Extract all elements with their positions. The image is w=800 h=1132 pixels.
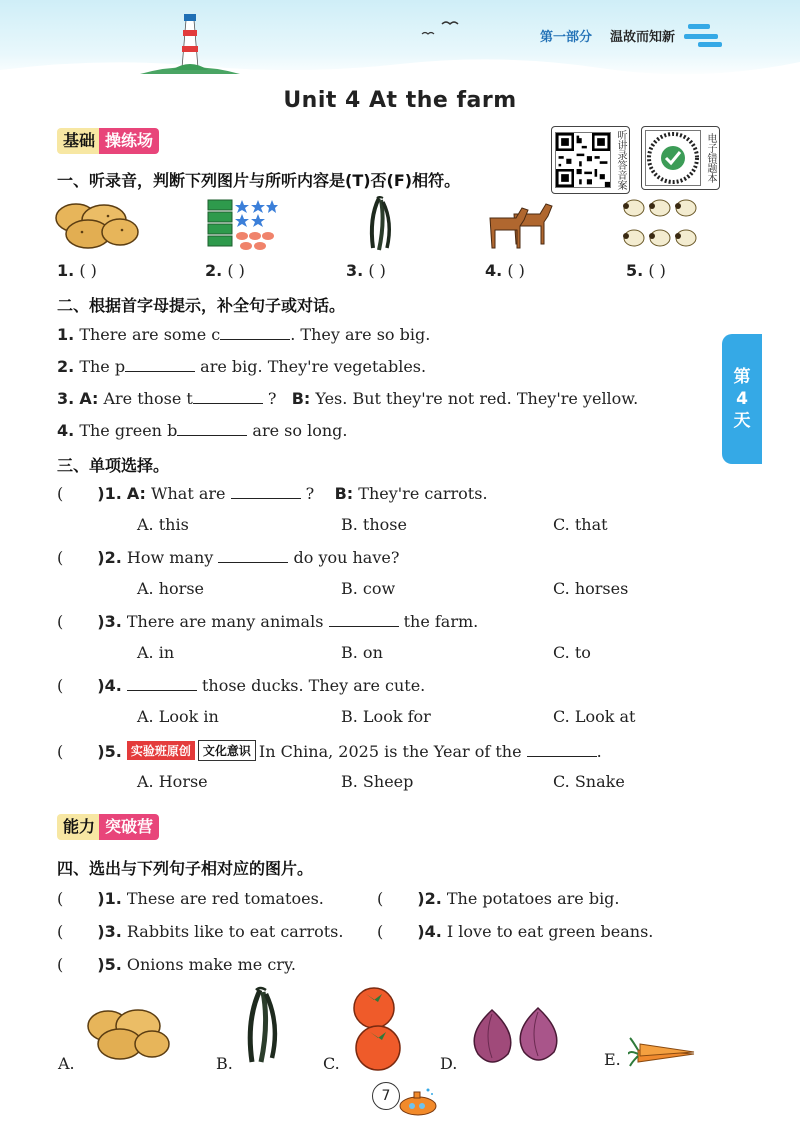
option-c[interactable]: C. horses [553,579,629,598]
part4-item-1 [57,889,324,908]
sentence-text: The potatoes are big. [446,889,620,908]
original-tag: 实验班原创 [127,741,195,760]
carrots-icon [628,1036,698,1070]
tomatoes-icon [346,984,406,1074]
sentence-text: Rabbits like to eat carrots. [126,922,344,941]
qr-code-icon [555,132,611,188]
item-number: 2. [205,261,223,280]
answer-blank[interactable] [177,435,247,436]
option-b[interactable]: B. Look for [341,707,431,726]
potatoes-icon [82,1002,172,1064]
speaker-a-label: A: [79,389,99,408]
sentence-text: are so long. [247,421,348,440]
sentence-text: I love to eat green beans. [446,922,654,941]
header-wave [0,52,800,82]
part1-item-3 [346,261,386,280]
lighthouse-icon [172,14,208,72]
answer-blank[interactable] [220,339,290,340]
part1-item-4 [485,261,525,280]
sentence-text: . [596,742,602,761]
picture-label-d: D. [440,1054,458,1073]
part1-item-5 [626,261,666,280]
item-number: 5. [626,261,644,280]
answer-blank[interactable] [527,756,597,757]
option-a[interactable]: A. horse [137,579,204,598]
option-a[interactable]: A. Look in [137,707,219,726]
item-number: )4. [417,922,442,941]
part2-item-4 [57,421,347,440]
unit-title: Unit 4 At the farm [283,88,517,113]
part2-item-3 [57,389,638,408]
qr-code-listening[interactable] [551,126,630,194]
item-number: )2. [97,548,122,567]
item-number: 4. [57,421,75,440]
answer-blank[interactable] [193,403,263,404]
answer-paren[interactable]: ( ) [507,261,525,280]
answer-paren-open[interactable]: ( [57,955,64,974]
header-section-label: 第一部分 [540,30,593,45]
item-number: )2. [417,889,442,908]
option-b[interactable]: B. cow [341,579,396,598]
badge-highlight: 突破营 [99,814,159,840]
item-number: 1. [57,261,75,280]
culture-tag: 文化意识 [198,740,256,761]
part1-item-1 [57,261,97,280]
sentence-text: The green b [79,421,178,440]
part2-heading: 二、根据首字母提示，补全句子或对话。 [57,296,346,315]
option-a[interactable]: A. this [137,515,189,534]
answer-blank[interactable] [218,562,288,563]
header-subtitle: 温故而知新 [610,30,676,45]
item-number: 3. [57,389,75,408]
part2-item-1 [57,325,430,344]
part3-item-2 [57,548,399,567]
qr-code-label: 电子错题本 [705,133,716,183]
answer-paren-open[interactable]: ( [57,612,64,631]
sentence-text: . They are so big. [290,325,431,344]
option-c[interactable]: C. that [553,515,608,534]
badge-highlight: 操练场 [99,128,159,154]
item-number: 4. [485,261,503,280]
option-b[interactable]: B. on [341,643,383,662]
item-number: )3. [97,612,122,631]
part1-heading: 一、听录音，判断下列图片与所听内容是(T)否(F)相符。 [57,171,461,190]
answer-paren-open[interactable]: ( [57,548,64,567]
sentence-text: How many [126,548,219,567]
sentence-text: There are some c [79,325,221,344]
answer-paren[interactable]: ( ) [227,261,245,280]
picture-label-a: A. [58,1054,75,1073]
option-b[interactable]: B. those [341,515,407,534]
item-number: )5. [97,955,122,974]
part3-heading: 三、单项选择。 [57,456,170,475]
sentence-text: Are those t [98,389,193,408]
item-number: )3. [97,922,122,941]
item-number: )1. [97,484,122,503]
answer-paren[interactable]: ( ) [79,261,97,280]
sentence-text: Yes. But they're not red. They're yellow. [310,389,639,408]
picture-label-e: E. [604,1050,621,1069]
submarine-icon [396,1086,440,1118]
answer-blank[interactable] [329,626,399,627]
item-number: 3. [346,261,364,280]
option-a[interactable]: A. in [137,643,175,662]
green-beans-icon [365,196,395,254]
sentence-text: ? [300,484,315,503]
sheep-icon [622,196,698,254]
part1-item-2 [205,261,245,280]
sentence-text: They're carrots. [353,484,488,503]
item-number: 2. [57,357,75,376]
part4-item-5 [57,955,296,974]
answer-blank[interactable] [231,498,301,499]
item-number: 1. [57,325,75,344]
green-beans-icon [240,986,286,1066]
sentence-text: These are red tomatoes. [126,889,324,908]
option-c[interactable]: C. Snake [553,772,625,791]
ability-badge [57,814,159,840]
answer-paren-open[interactable]: ( [57,484,64,503]
sentence-text: the farm. [398,612,479,631]
picture-label-c: C. [323,1054,340,1073]
qr-code-label: 听讲录答音案 [615,130,626,190]
crates-icon [206,198,278,254]
part4-item-3 [57,922,343,941]
speaker-a-label: A: [126,484,146,503]
item-number: )1. [97,889,122,908]
speaker-b-label: B: [291,389,311,408]
item-number: )4. [97,676,122,695]
chapter-one-mark-icon [684,16,724,50]
answer-paren[interactable]: ( ) [648,261,666,280]
qr-code-icon [645,130,701,186]
sentence-text: There are many animals [126,612,329,631]
answer-paren-open[interactable]: ( [57,742,64,761]
answer-paren[interactable]: ( ) [368,261,386,280]
item-number: )5. [97,742,122,761]
answer-paren-open[interactable]: ( [57,889,64,908]
sentence-text: do you have? [288,548,400,567]
sentence-text: are big. They're vegetables. [195,357,427,376]
page-number: 7 [372,1082,400,1110]
birds-icon [420,18,460,40]
answer-paren-open[interactable]: ( [377,889,384,908]
part4-item-2 [377,889,620,908]
onions-icon [464,1004,574,1070]
potatoes-icon [52,196,142,254]
basic-practice-badge [57,128,159,154]
sentence-text: The p [79,357,126,376]
option-c[interactable]: C. Look at [553,707,636,726]
part3-item-4 [57,676,425,695]
sentence-text: those ducks. They are cute. [196,676,426,695]
option-c[interactable]: C. to [553,643,591,662]
part4-item-4 [377,922,653,941]
sentence-text: ? [262,389,277,408]
speaker-b-label: B: [334,484,354,503]
option-b[interactable]: B. Sheep [341,772,414,791]
part3-item-3 [57,612,478,631]
answer-paren-open[interactable]: ( [57,922,64,941]
badge-label: 基础 [57,128,99,154]
part3-item-1 [57,484,488,503]
day-tab-label: 第4天 [733,367,751,431]
sentence-text: Onions make me cry. [126,955,296,974]
part2-item-2 [57,357,426,376]
option-a[interactable]: A. Horse [137,772,208,791]
answer-blank[interactable] [127,690,197,691]
sentence-text: What are [145,484,231,503]
qr-code-error-book[interactable] [641,126,720,190]
picture-label-b: B. [216,1054,233,1073]
badge-label: 能力 [57,814,99,840]
horses-icon [484,196,562,254]
answer-paren-open[interactable]: ( [377,922,384,941]
part4-heading: 四、选出与下列句子相对应的图片。 [57,859,314,878]
answer-paren-open[interactable]: ( [57,676,64,695]
part3-item-5 [57,740,602,761]
day-tab[interactable] [722,334,762,464]
answer-blank[interactable] [125,371,195,372]
sentence-text: In China, 2025 is the Year of the [258,742,527,761]
